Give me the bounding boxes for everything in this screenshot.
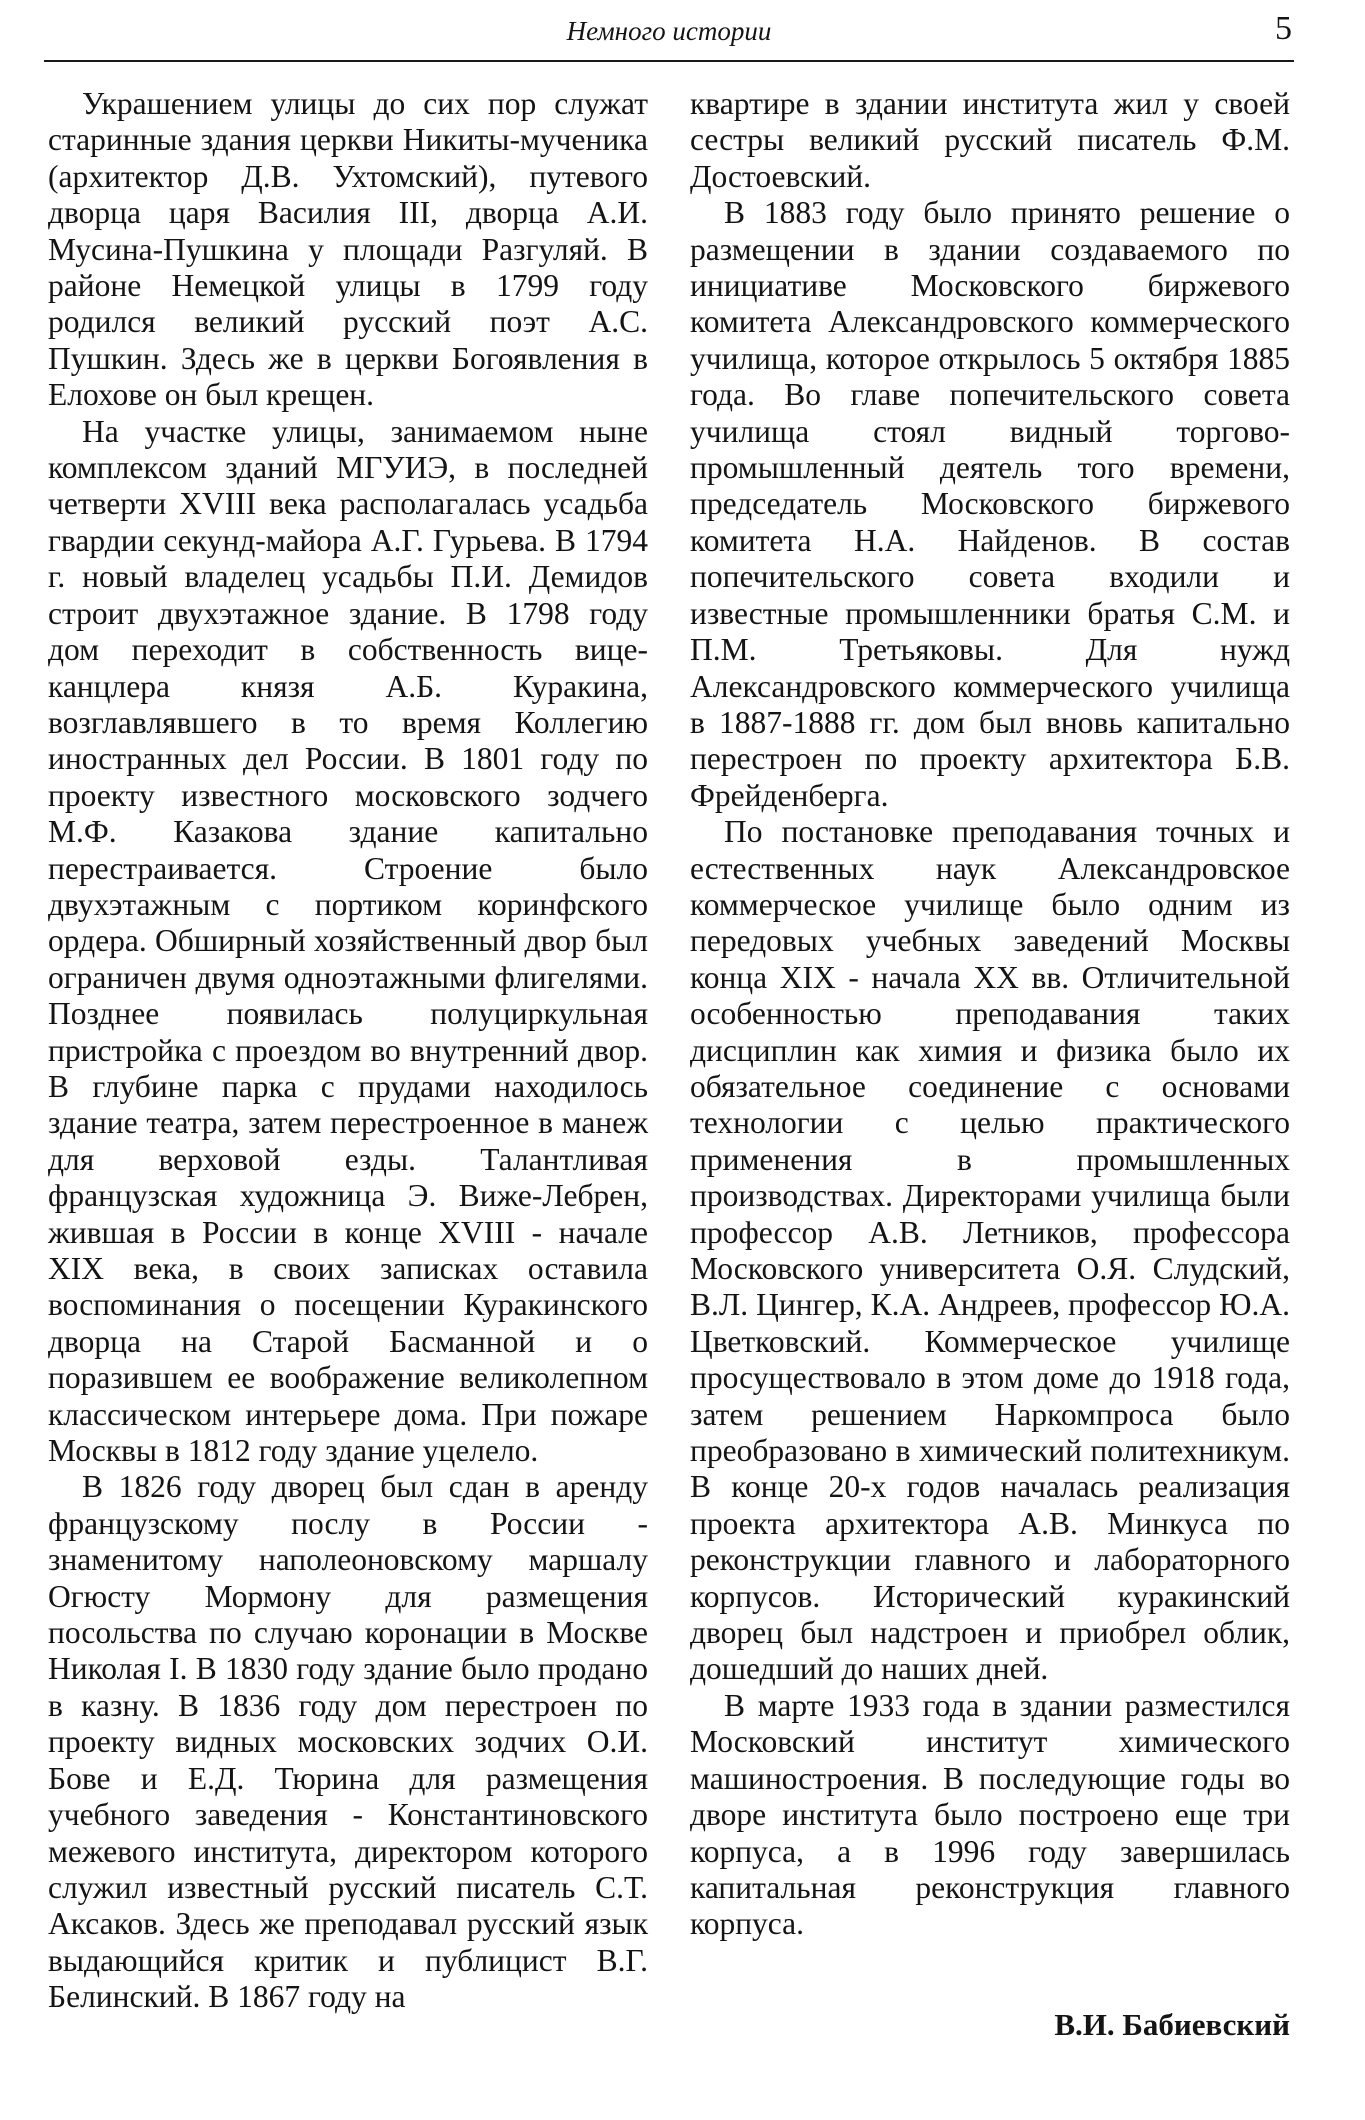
paragraph: По постановке преподавания точных и естественных наук Александровское коммерческое училище было одним из передовых учебных заведений Москвы конца XIX - начала XX вв. Отличительной особенностью преподавания таких дисциплин как химия и физика было их обязательное соединение с основами технологии с целью практического применения в промышленных производствах. Директорами училища были профессор А.В. Летников, профессора Московского университета О.Я. Слудский, В.Л. Цингер, К.А. Андреев, профессор Ю.А. Цветковский. Коммерческое училище просуществовало в этом доме до 1918 года, затем решением Наркомпроса было преобразовано в химический политехникум. В конце 20-х годов началась реализация проекта архитектора А.В. Минкуса по реконструкции главного и лабораторного корпусов. Исторический куракинский дворец был надстроен и приобрел облик, дошедший до наших дней.: [690, 814, 1290, 1687]
paragraph: В 1883 году было принято решение о размещении в здании создаваемого по инициативе Московского биржевого комитета Александровского коммерческого училища, которое открылось 5 октября 1885 года. Во главе попечительского совета училища стоял видный торгово-промышленный деятель того времени, председатель Московского биржевого комитета Н.А. Найденов. В состав попечительского совета входили и известные промышленники братья С.М. и П.М. Третьяковы. Для нужд Александровского коммерческого училища в 1887-1888 гг. дом был вновь капитально перестроен по проекту архитектора Б.В. Фрейденберга.: [690, 195, 1290, 813]
left-text-column: [48, 86, 648, 2016]
paragraph: Украшением улицы до сих пор служат старинные здания церкви Никиты-мученика (архитектор Д.В. Ухтомский), путевого дворца царя Василия III, дворца А.И. Мусина-Пушкина у площади Разгуляй. В районе Немецкой улицы в 1799 году родился великий русский поэт А.С. Пушкин. Здесь же в церкви Богоявления в Елохове он был крещен.: [48, 86, 648, 413]
right-text-column: [690, 86, 1290, 2043]
paragraph: В марте 1933 года в здании разместился Московский институт химического машиностроения. В последующие годы во дворе института было построено еще три корпуса, а в 1996 году завершилась капитальная реконструкция главного корпуса.: [690, 1687, 1290, 1942]
paragraph: На участке улицы, занимаемом ныне комплексом зданий МГУИЭ, в последней четверти XVIII века располагалась усадьба гвардии секунд-майора А.Г. Гурьева. В 1794 г. новый владелец усадьбы П.И. Демидов строит двухэтажное здание. В 1798 году дом переходит в собственность вице-канцлера князя А.Б. Куракина, возглавлявшего в то время Коллегию иностранных дел России. В 1801 году по проекту известного московского зодчего М.Ф. Казакова здание капитально перестраивается. Строение было двухэтажным с портиком коринфского ордера. Обширный хозяйственный двор был ограничен двумя одноэтажными флигелями. Позднее появилась полуциркульная пристройка с проездом во внутренний двор. В глубине парка с прудами находилось здание театра, затем перестроенное в манеж для верховой езды. Талантливая французская художница Э. Виже-Лебрен, жившая в России в конце XVIII - начале XIX века, в своих записках оставила воспоминания о посещении Куракинского дворца на Старой Басманной и о поразившем ее воображение великолепном классическом интерьере дома. При пожаре Москвы в 1812 году здание уцелело.: [48, 413, 648, 1469]
paragraph: В 1826 году дворец был сдан в аренду французскому послу в России - знаменитому наполеоновскому маршалу Огюсту Мормону для размещения посольства по случаю коронации в Москве Николая I. В 1830 году здание было продано в казну. В 1836 году дом перестроен по проекту видных московских зодчих О.И. Бове и Е.Д. Тюрина для размещения учебного заведения - Константиновского межевого института, директором которого служил известный русский писатель С.Т. Аксаков. Здесь же преподавал русский язык выдающийся критик и публицист В.Г. Белинский. В 1867 году на: [48, 1469, 648, 2015]
document-page: [44, 0, 1294, 2120]
section-title: Немного истории: [566, 16, 772, 46]
page-number: 5: [1275, 10, 1292, 47]
author-signature: В.И. Бабиевский: [1054, 2006, 1290, 2042]
paragraph-continuation: квартире в здании института жил у своей сестры великий русский писатель Ф.М. Достоевский.: [690, 86, 1290, 194]
running-header: [44, 0, 1294, 62]
